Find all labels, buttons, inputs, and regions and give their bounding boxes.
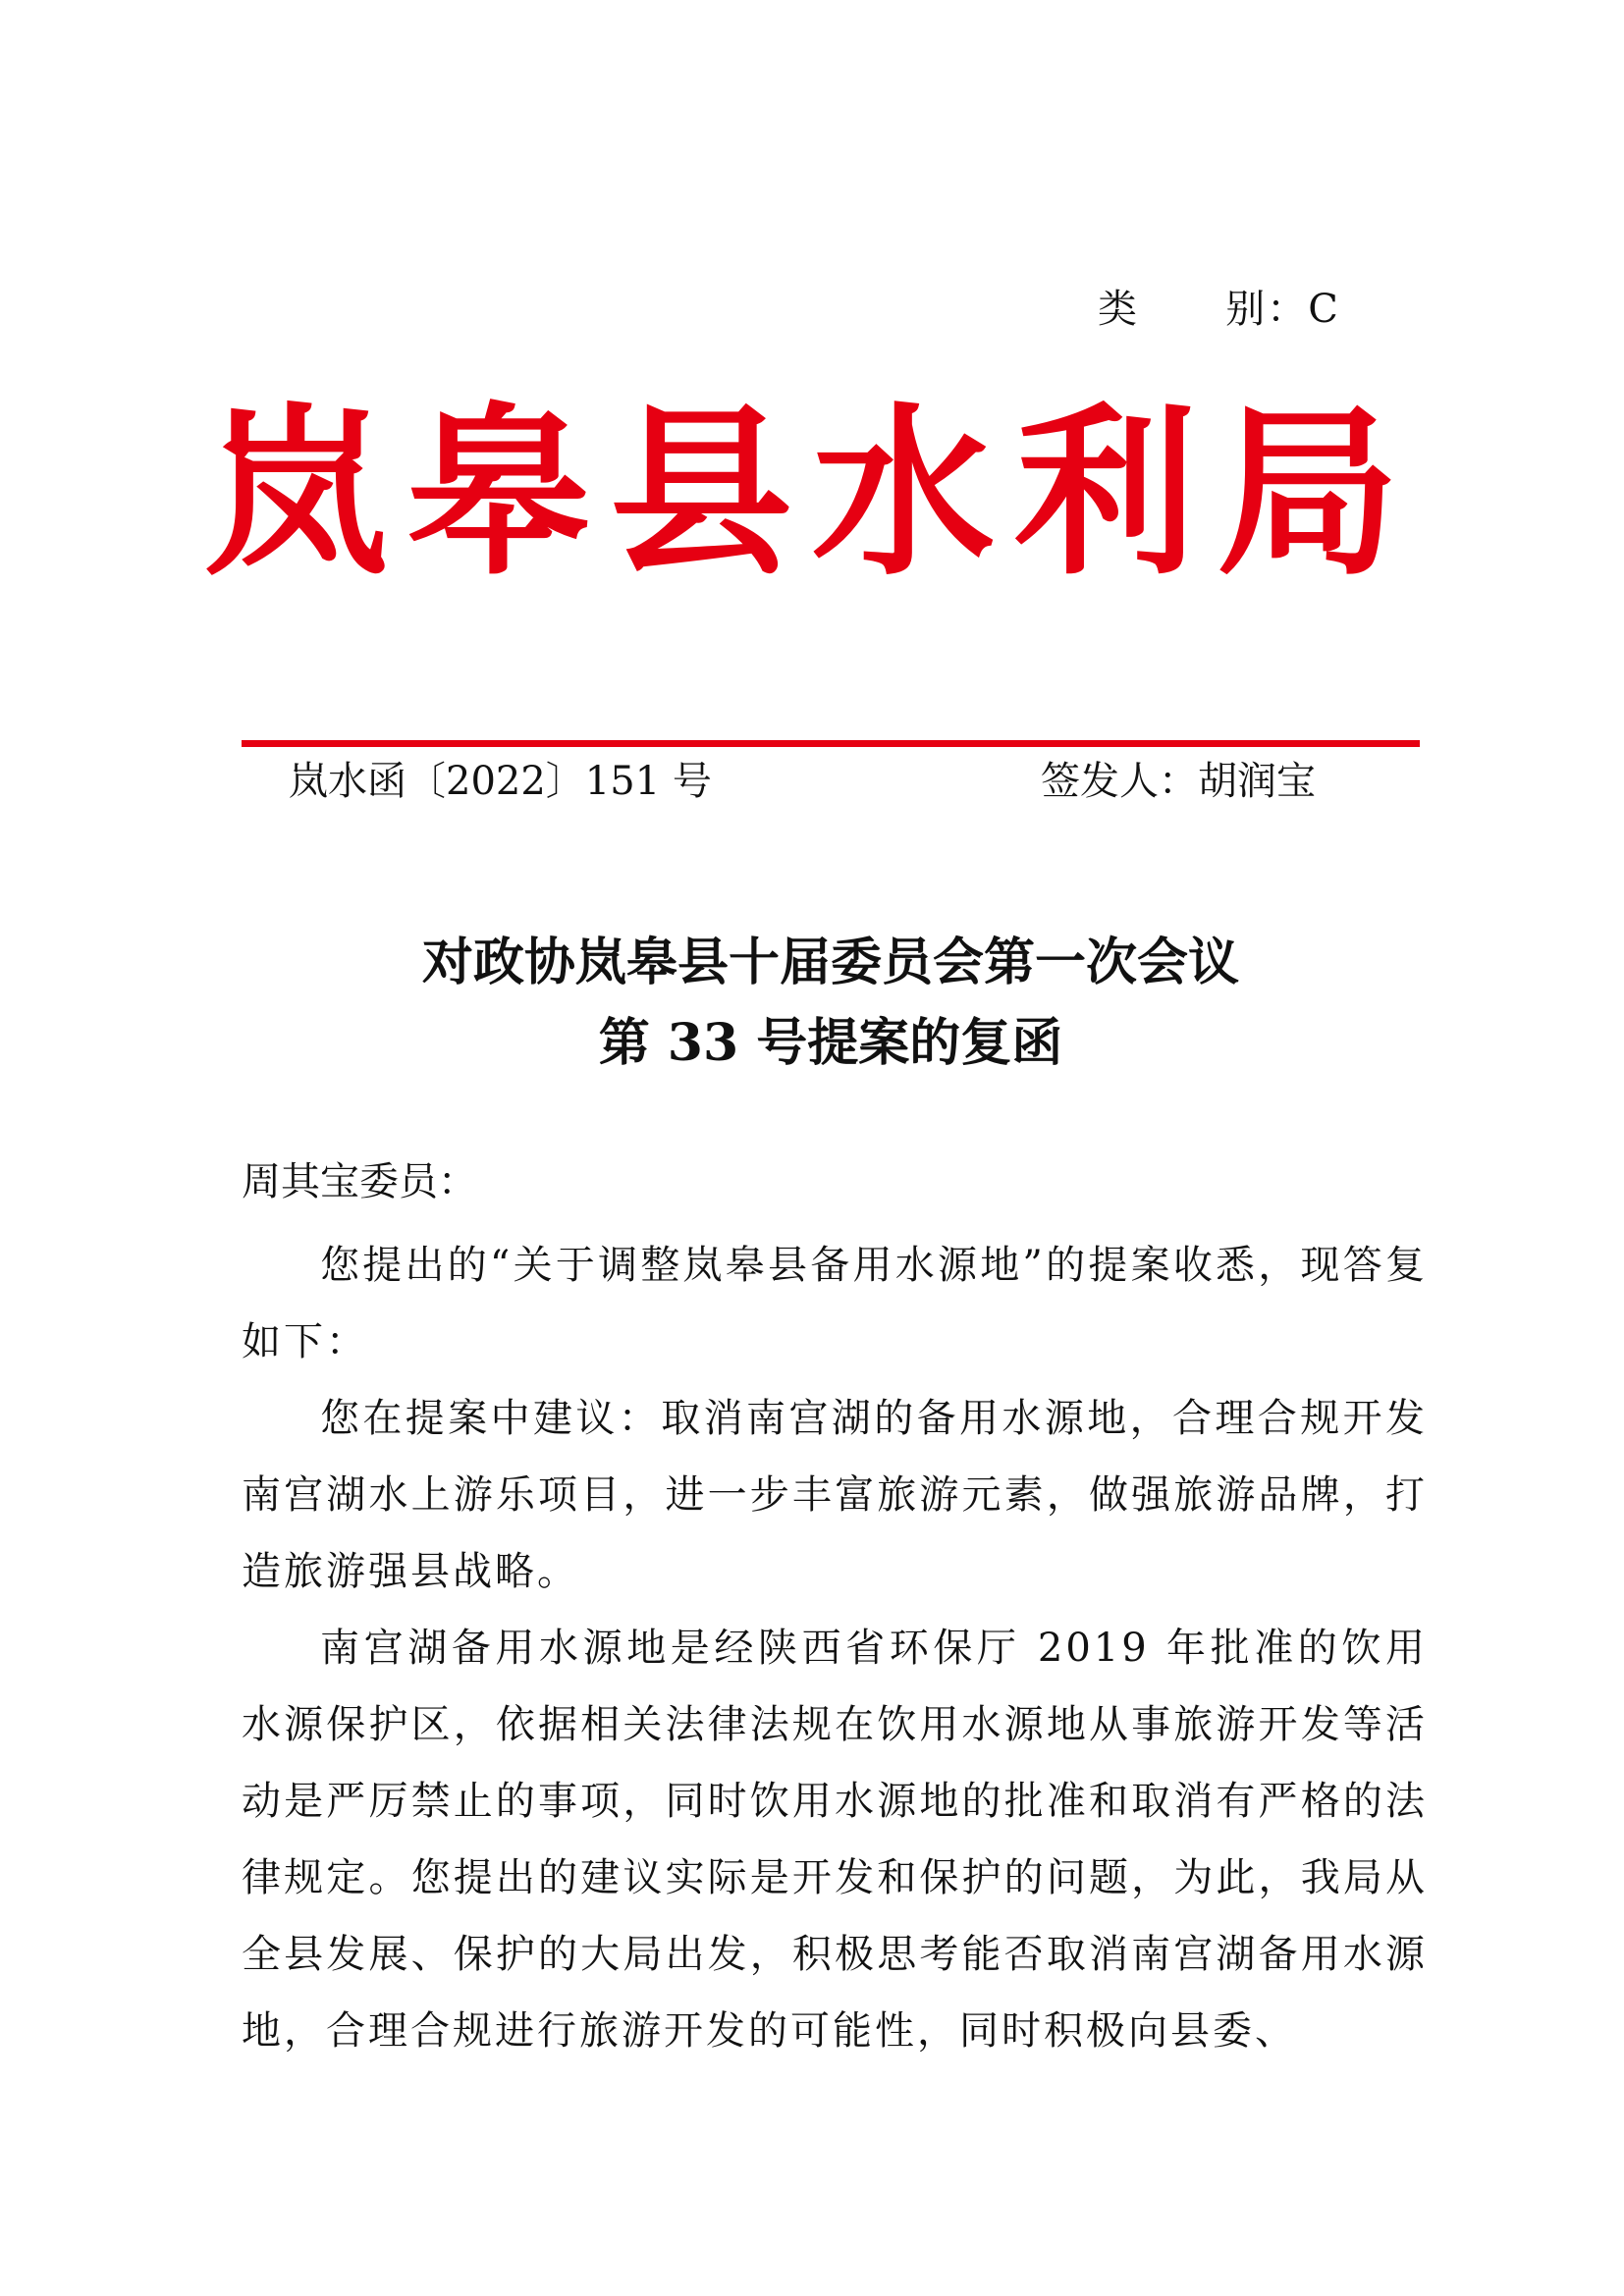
category-label: 类 别：C <box>1098 287 1340 332</box>
document-number: 岚水函〔2022〕151 号 <box>289 759 712 804</box>
red-divider-line <box>242 740 1420 747</box>
title-line-2: 第 33 号提案的复函 <box>598 1013 1063 1073</box>
salutation: 周其宝委员： <box>242 1159 477 1204</box>
body-paragraph-3: 南宫湖备用水源地是经陕西省环保厅 2019 年批准的饮用水源保护区，依据相关法律法规在饮用水源地从事旅游开发等活动是严厉禁止的事项，同时饮用水源地的批准和取消有严格的法律规定。您提出的建议实际是开发和保护的问题，为此，我局从全县发展、保护的大局出发，积极思考能否取消南宫湖备用水源地，合理合规进行旅游开发的可能性，同时积极向县委、 <box>242 1626 1428 2054</box>
signer: 签发人：胡润宝 <box>1041 759 1316 804</box>
body-paragraph-1: 您提出的“关于调整岚皋县备用水源地”的提案收悉，现答复如下： <box>242 1243 1428 1364</box>
title-line-1: 对政协岚皋县十届委员会第一次会议 <box>421 933 1239 992</box>
letter-body <box>242 1227 1428 2069</box>
issuer-masthead: 岚皋县水利局 <box>204 385 1419 600</box>
document-title <box>242 923 1420 1084</box>
body-paragraph-2: 您在提案中建议：取消南宫湖的备用水源地，合理合规开发南宫湖水上游乐项目，进一步丰富旅游元素，做强旅游品牌，打造旅游强县战略。 <box>242 1396 1428 1594</box>
